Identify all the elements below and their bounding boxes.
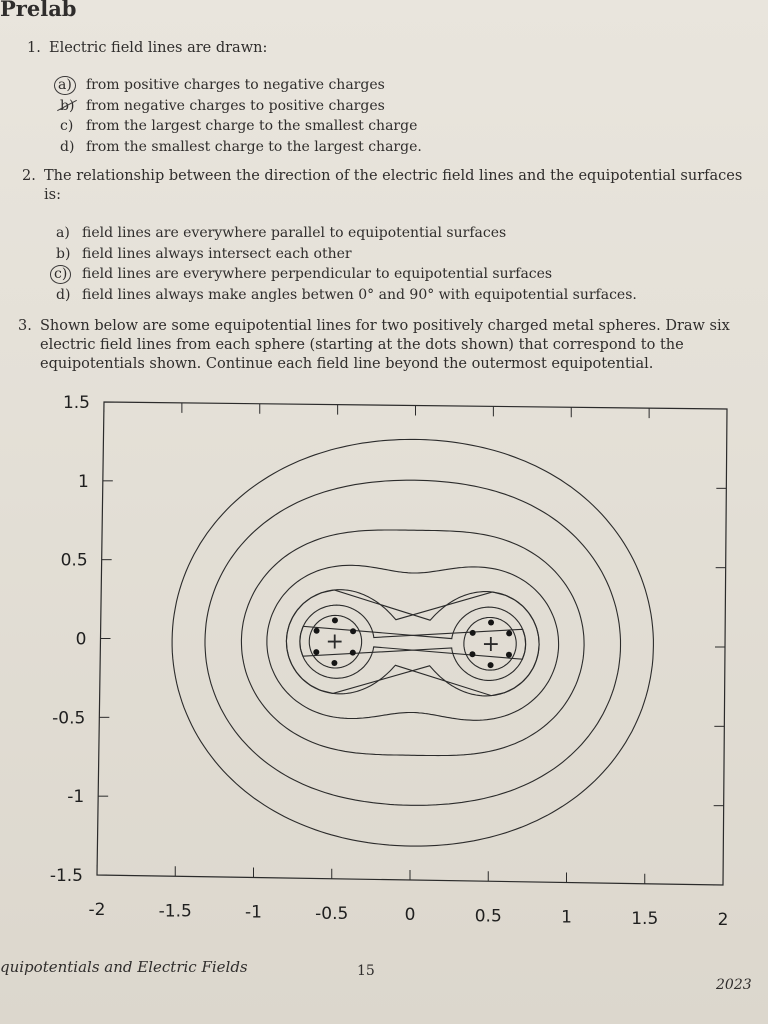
y-tick-label: -1	[67, 787, 85, 808]
y-tick-label: 0.5	[60, 550, 88, 571]
x-tick-label: -0.5	[315, 903, 349, 924]
start-dot	[506, 630, 512, 636]
x-tick-label: -1.5	[158, 901, 192, 922]
question-number: 1.	[27, 40, 41, 56]
start-dot	[488, 662, 494, 668]
y-tick-label: 1.5	[62, 393, 90, 413]
chapter-title: quipotentials and Electric Fields	[0, 958, 248, 976]
option-1d: d) from the smallest charge to the largest charge.	[60, 138, 422, 155]
option-1a: a) from positive charges to negative charges	[60, 75, 422, 96]
start-dot	[469, 651, 475, 657]
plus-sign-icon: +	[481, 631, 501, 657]
option-2a: a) field lines are everywhere parallel to equipotential surfaces	[56, 225, 507, 241]
start-dot	[470, 630, 476, 636]
x-tick-label: -1	[245, 902, 262, 923]
start-dot	[488, 619, 494, 625]
start-dot	[332, 617, 338, 623]
equipotential-lines	[172, 439, 653, 846]
prelab-heading: Prelab	[0, 0, 77, 21]
option-2d: d) field lines always make angles betwen 0° and 90° with equipotential surfaces.	[56, 286, 637, 303]
start-dot	[313, 649, 319, 655]
charged-spheres	[313, 617, 512, 668]
option-2b: b) field lines always intersect each other	[56, 245, 352, 262]
x-tick-labels	[89, 900, 729, 930]
strike-mark: b)	[60, 96, 86, 117]
answer-circle-mark: c)	[50, 265, 71, 284]
page-number: 15	[357, 963, 375, 979]
equipotential-line	[172, 439, 653, 846]
answer-circle-mark: a)	[54, 76, 76, 95]
x-tick-label: 1	[561, 907, 572, 928]
start-dot	[350, 650, 356, 656]
option-1b: b) from negative charges to positive charges	[60, 96, 422, 117]
x-tick-label: 0.5	[474, 906, 502, 927]
option-2c: c) field lines are everywhere perpendicular to equipotential surfaces	[56, 264, 637, 285]
equipotential-line	[267, 565, 559, 720]
start-dot	[350, 628, 356, 634]
question-number: 3.	[18, 318, 32, 334]
y-tick-labels	[50, 393, 90, 886]
axis-ticks	[97, 402, 727, 885]
start-dot	[331, 660, 337, 666]
equipotential-line	[286, 590, 539, 696]
question-number: 2.	[22, 168, 36, 184]
start-dot	[506, 652, 512, 658]
question-text: Electric field lines are drawn:	[49, 40, 268, 56]
y-tick-label: -0.5	[52, 708, 86, 729]
question-text: The relationship between the direction of the electric field lines and the equipotential surfaces is:	[44, 168, 743, 203]
y-tick-label: -1.5	[49, 866, 83, 886]
y-tick-label: 1	[78, 471, 89, 492]
x-tick-label: 2	[717, 910, 729, 930]
footer-year: 2023	[716, 977, 752, 993]
plot-frame	[97, 402, 727, 885]
option-1c: c) from the largest charge to the smallest charge	[60, 118, 418, 134]
plus-sign-icon: +	[325, 629, 344, 655]
equipotential-line	[241, 530, 584, 756]
equipotential-line	[286, 590, 539, 696]
x-tick-label: 1.5	[631, 908, 659, 929]
start-dot	[314, 628, 320, 634]
y-tick-label: 0	[75, 629, 87, 650]
x-tick-label: 0	[404, 905, 416, 925]
question-text: Shown below are some equipotential lines for two positively charged metal spheres. Draw six electric field lines from each sphere (starting at the dots shown) that correspond to the equipotentials shown. Continue each field line beyond the outermost equipotential.	[40, 318, 730, 372]
x-tick-label: -2	[88, 900, 106, 920]
